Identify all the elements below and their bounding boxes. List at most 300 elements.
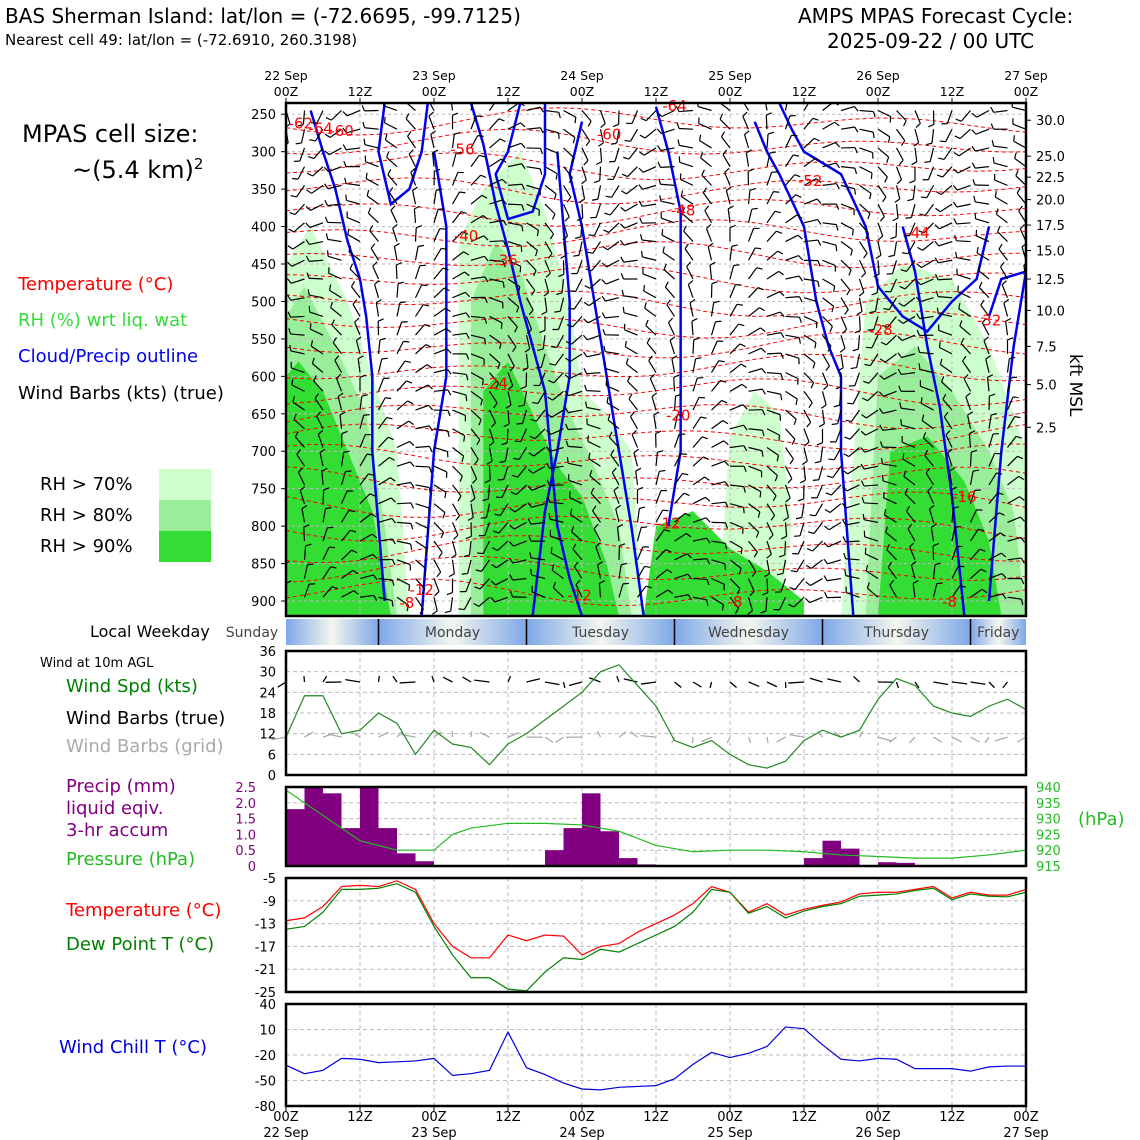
wind-barb-flag: [364, 415, 370, 416]
wind-barb-flag: [724, 441, 729, 445]
wind-barb: [692, 321, 693, 335]
kft-tick-label: 17.5: [1036, 219, 1065, 235]
wind-barb: [1026, 541, 1040, 542]
wind-barb-flag: [814, 138, 819, 141]
wind-tick-label: 6: [267, 748, 276, 764]
wind-barb-flag: [845, 437, 851, 439]
wind-barb: [1026, 501, 1040, 503]
wind-barb: [527, 128, 541, 129]
wind-barb-grid: [379, 732, 389, 737]
wind-barb-flag: [639, 168, 643, 172]
wind-barb-flag: [272, 401, 273, 407]
precip-label-2: liquid eqiv.: [66, 798, 164, 819]
wind-barb-flag: [732, 245, 738, 246]
wind-barb-true: [971, 682, 986, 684]
time-hour-bottom: 00Z: [1013, 1110, 1039, 1125]
wind-barb: [650, 379, 656, 392]
wind-barb: [376, 303, 378, 317]
wind-barb: [786, 297, 800, 298]
wind-barb: [582, 110, 591, 121]
wind-barb-flag: [744, 507, 745, 513]
wind-barb: [897, 110, 907, 120]
wind-barb-flag: [780, 292, 784, 296]
wind-barb: [416, 228, 417, 242]
wind-barb-flag: [935, 241, 939, 246]
wind-barb: [786, 155, 794, 167]
wind-barb-flag: [531, 569, 532, 575]
wind-barb-grid: [767, 737, 768, 743]
wind-barb: [416, 405, 429, 410]
wind-barb: [379, 359, 382, 373]
precip-bar: [841, 849, 860, 866]
wind-barb: [923, 242, 934, 251]
wind-barb-flag: [461, 212, 467, 214]
wind-barb-flag: [793, 155, 799, 156]
wind-barbs-grid-label: Wind Barbs (grid): [66, 736, 224, 757]
wind-barb: [375, 284, 379, 297]
wind-barb-flag: [800, 480, 805, 483]
wind-barb-flag: [798, 499, 804, 501]
wind-barb-flag: [388, 169, 391, 174]
wind-barb-flag: [742, 384, 747, 388]
wind-barb-flag: [460, 192, 466, 193]
wind-barb-flag: [631, 412, 635, 417]
kft-tick-label: 25.0: [1036, 150, 1065, 166]
wind-barb-flag: [622, 290, 623, 296]
wind-barb: [841, 260, 851, 270]
wind-barb-flag: [292, 379, 293, 385]
wind-barb-flag: [678, 139, 679, 145]
wind-barb-flag: [307, 173, 312, 176]
wind-barb-true: [569, 682, 582, 686]
wind-barb: [644, 291, 656, 298]
wind-barb: [600, 167, 601, 181]
wind-barb-true: [624, 679, 638, 682]
wind-barb-flag: [725, 168, 729, 172]
wind-barb: [700, 141, 712, 148]
wind-barb-true: [323, 676, 327, 682]
temperature-contour-label: -12: [409, 581, 434, 600]
wind-barb-flag: [840, 349, 845, 353]
wind-barb-flag: [835, 122, 840, 126]
wind-barb: [841, 279, 850, 290]
wind-barb-true: [827, 679, 841, 682]
wind-barb: [679, 128, 693, 129]
wind-barb: [625, 223, 638, 228]
precip-bar: [360, 787, 379, 866]
wind-barb: [642, 257, 656, 260]
wind-barb: [626, 185, 637, 194]
wind-barb: [642, 240, 656, 241]
wind-barb-flag: [1015, 153, 1017, 159]
temperature-contour-label: -8: [942, 593, 958, 612]
wind-barb-flag: [722, 400, 727, 403]
wind-barb: [298, 167, 304, 179]
wind-barb: [841, 298, 848, 310]
wind-barb: [786, 276, 800, 279]
wind-barb: [661, 167, 675, 168]
wind-barb: [814, 522, 823, 533]
wind-barb: [564, 185, 571, 197]
wind-barb: [508, 204, 522, 205]
wind-barb-flag: [937, 175, 943, 177]
pressure-tick-label: 550: [251, 332, 276, 348]
wind-barb: [1026, 560, 1040, 563]
wind-barb: [625, 330, 638, 335]
wind-barb: [397, 322, 402, 335]
wind-barb-flag: [427, 365, 432, 368]
wind-barb: [730, 384, 742, 391]
wind-barb-true: [897, 682, 899, 688]
wind-barb-flag: [621, 191, 626, 194]
pressure-tick-label: 400: [251, 220, 276, 236]
wind-barb: [857, 354, 860, 368]
wind-barb-flag: [454, 133, 460, 134]
wind-barb-flag: [759, 308, 764, 311]
wind-barb: [823, 391, 827, 405]
wind-barb: [304, 527, 305, 541]
wind-barb: [453, 212, 462, 223]
wind-barb-flag: [625, 341, 626, 347]
wind-barb-true: [749, 682, 760, 686]
kft-tick-label: 10.0: [1036, 304, 1065, 320]
precip-tick-label: 1.0: [235, 828, 256, 844]
time-date-bottom: 27 Sep: [1003, 1126, 1049, 1140]
wind-barb-flag: [834, 286, 835, 292]
wind-barb-flag: [556, 174, 557, 180]
wind-barb: [434, 328, 446, 335]
wind-barb: [1026, 579, 1039, 584]
wind-barb-flag: [658, 145, 661, 150]
wind-barb-flag: [663, 247, 664, 253]
wind-barb: [823, 242, 837, 246]
wind-barb-flag: [813, 480, 819, 481]
temperature-contour-label: -64: [308, 119, 333, 138]
wind-barb: [416, 385, 428, 391]
wind-barb: [632, 435, 637, 448]
wind-barb: [679, 145, 693, 148]
precip-label-3: 3-hr accum: [66, 820, 169, 841]
wind-barb: [397, 441, 410, 447]
wind-barb: [767, 391, 781, 394]
pressure-unit-label: (hPa): [1078, 809, 1125, 830]
wind-barb-flag: [1040, 522, 1042, 528]
wind-barb: [864, 503, 878, 504]
wind-barb-flag: [551, 347, 557, 348]
wind-barb-flag: [623, 157, 629, 159]
wind-barb-grid: [789, 735, 804, 737]
wind-barb: [601, 148, 602, 162]
wind-barb-grid: [995, 737, 1008, 741]
wind-barb-flag: [745, 131, 750, 135]
wind-barb: [453, 560, 455, 574]
wind-barb: [746, 153, 748, 167]
wind-barb-flag: [429, 467, 431, 473]
wind-barb: [397, 381, 406, 391]
wind-barb: [631, 417, 638, 429]
wind-barb: [605, 316, 619, 317]
wind-barb-flag: [645, 566, 651, 567]
temperature-contour-label: -52: [797, 172, 823, 191]
wind-barb-flag: [794, 419, 796, 425]
wind-barb: [749, 209, 752, 223]
time-hour-bottom: 12Z: [643, 1110, 669, 1125]
wind-barb-flag: [411, 482, 414, 487]
wind-barb-flag: [659, 179, 661, 185]
legend-rh: RH (%) wrt liq. wat: [18, 310, 188, 331]
legend-wind-barbs: Wind Barbs (kts) (true): [18, 383, 224, 404]
wind-barb-flag: [871, 173, 872, 179]
wind-barb-flag: [972, 163, 975, 168]
pressure-tick-label: 920: [1036, 844, 1061, 860]
wind-barb-flag: [807, 422, 811, 427]
wind-barb: [275, 458, 286, 466]
wind-barb-flag: [762, 389, 765, 394]
wind-barb-flag: [559, 112, 560, 118]
wind-barb-flag: [781, 394, 782, 400]
wind-barb: [687, 267, 693, 279]
wind-barb: [1004, 303, 1008, 317]
wind-barb-flag: [453, 113, 459, 115]
wind-barb: [706, 228, 711, 241]
wind-barb: [625, 204, 637, 211]
wind-barb: [940, 204, 952, 212]
wind-barb: [416, 365, 428, 373]
wind-barb-flag: [919, 363, 920, 369]
time-hour-bottom: 00Z: [569, 1110, 595, 1125]
wind-barb-flag: [826, 493, 832, 495]
wind-barb-flag: [826, 366, 830, 371]
pressure-label: Pressure (hPa): [66, 849, 196, 870]
wind-barb-flag: [279, 506, 283, 511]
wind-barb-true: [989, 682, 994, 688]
wind-barb-flag: [1040, 543, 1042, 549]
wind-barb-flag: [462, 573, 468, 574]
wind-barb-flag: [770, 152, 776, 153]
wind-barb: [708, 247, 711, 261]
wind-barb-flag: [792, 439, 795, 444]
wind-barb-flag: [621, 273, 623, 279]
wind-barb-flag: [500, 139, 505, 142]
precip-tick-label: 0.5: [235, 844, 256, 860]
wind-barb: [894, 242, 896, 256]
wind-barb-flag: [725, 461, 729, 465]
wind-barb-flag: [371, 244, 375, 249]
wind-barb: [582, 204, 583, 218]
wind-barb: [605, 298, 619, 301]
wind-barb-flag: [847, 403, 853, 404]
wind-barb: [957, 204, 971, 207]
cell-size-label: MPAS cell size:: [22, 120, 199, 148]
wind-barb-flag: [799, 338, 800, 344]
wind-barb-flag: [667, 300, 671, 305]
wind-barb: [453, 172, 458, 185]
wind-barb-flag: [998, 226, 1000, 231]
wind-barb-flag: [825, 509, 830, 512]
wind-barb: [860, 260, 866, 273]
wind-barb-true: [1003, 682, 1008, 688]
wind-barb: [841, 316, 847, 329]
wind-barb-flag: [832, 306, 834, 312]
time-hour-top: 12Z: [939, 84, 965, 99]
time-hour-top: 00Z: [273, 84, 299, 99]
wind-barb-flag: [885, 177, 888, 182]
time-date-top: 23 Sep: [412, 68, 456, 83]
wind-barb-flag: [343, 112, 347, 116]
wind-barb-flag: [781, 333, 784, 338]
wind-barb: [961, 110, 970, 121]
wind-barb-flag: [485, 338, 486, 344]
wind-barb: [878, 204, 884, 216]
wind-barb-flag: [796, 195, 801, 198]
wind-barb: [941, 185, 952, 194]
temp-tick-label: -5: [263, 872, 276, 887]
wind-barb-flag: [1029, 321, 1035, 322]
wind-barb-flag: [818, 220, 821, 225]
wind-barb-flag: [296, 143, 302, 144]
legend-temperature: Temperature (°C): [18, 274, 174, 295]
wind-barb: [416, 504, 429, 508]
wind-barb-flag: [809, 403, 812, 408]
wind-barb-flag: [466, 395, 467, 401]
wind-barb-flag: [702, 437, 708, 439]
wind-barb: [642, 204, 656, 206]
wind-barb: [932, 129, 933, 143]
wind-barb-flag: [917, 264, 922, 268]
wind-barb-flag: [834, 405, 840, 407]
wind-barb: [564, 148, 574, 158]
wind-barb-flag: [279, 181, 285, 183]
time-date-top: 25 Sep: [708, 68, 752, 83]
wind-barb-flag: [813, 363, 815, 369]
wind-barb-flag: [289, 229, 294, 232]
time-hour-bottom: 00Z: [421, 1110, 447, 1125]
wind-barb: [749, 328, 761, 335]
wind-barb-flag: [799, 317, 801, 323]
wind-barb-flag: [827, 476, 833, 478]
wind-barb-flag: [385, 134, 386, 140]
wind-barb-flag: [385, 117, 386, 123]
wind-barb-flag: [409, 421, 414, 425]
wind-barb-flag: [810, 515, 816, 516]
wind-barb-flag: [974, 196, 975, 202]
time-date-bottom: 24 Sep: [559, 1126, 605, 1140]
wind-barb-flag: [429, 426, 432, 431]
wind-barb: [705, 211, 712, 223]
pressure-tick-label: 500: [251, 295, 276, 311]
wind-barb: [804, 466, 805, 480]
wind-barb-grid: [619, 732, 626, 737]
wind-barb: [957, 241, 971, 242]
wind-barb-flag: [789, 588, 795, 590]
wind-barb: [693, 579, 707, 580]
wind-barb-flag: [416, 226, 422, 228]
wind-barb-flag: [642, 251, 643, 257]
wind-barb-flag: [447, 349, 451, 353]
wind-barb-flag: [842, 329, 846, 333]
wind-barb-true: [443, 677, 452, 682]
wind-barb: [576, 279, 582, 291]
precip-label: Precip (mm): [66, 776, 176, 797]
wind-barb: [1026, 461, 1039, 467]
temperature-contour-label: -32: [976, 311, 1002, 330]
wind-barb: [743, 116, 749, 129]
wind-barb-true: [393, 676, 397, 682]
wind-barb: [277, 493, 286, 504]
wind-barb: [830, 504, 841, 513]
wind-barb-flag: [274, 435, 275, 441]
wind-barb: [741, 99, 748, 111]
wind-barb-true: [400, 682, 416, 683]
wind-barb: [804, 410, 811, 422]
time-date-bottom: 22 Sep: [263, 1126, 309, 1140]
wind-barb: [645, 308, 656, 316]
wind-barb-flag: [752, 208, 758, 209]
wind-barb: [365, 145, 379, 148]
wind-barb: [582, 185, 585, 199]
wind-barb-flag: [836, 245, 837, 251]
wind-barb: [786, 215, 798, 223]
wind-barb: [703, 193, 711, 204]
wind-barb-flag: [859, 292, 864, 296]
wind-barb: [587, 354, 601, 357]
weekday-band: [286, 619, 379, 645]
wind-barb: [272, 390, 286, 391]
wind-barb: [346, 200, 360, 204]
wind-barb: [860, 110, 874, 111]
wind-barb: [347, 110, 360, 115]
wind-barb: [434, 579, 439, 592]
wind-barb-flag: [796, 399, 797, 405]
time-hour-top: 00Z: [865, 84, 891, 99]
wind-barb: [294, 223, 305, 232]
wind-barb: [877, 279, 878, 293]
wind-barb-flag: [665, 282, 668, 287]
wind-barb: [817, 485, 822, 498]
wind-barb-grid: [641, 736, 656, 737]
wind-barb: [939, 223, 952, 229]
wind-barb: [823, 410, 825, 424]
wind-barb-grid: [971, 737, 980, 742]
precip-bar: [286, 809, 305, 866]
wind-barb: [662, 235, 674, 241]
wind-barb-flag: [418, 245, 424, 246]
wind-barb: [767, 579, 768, 593]
wind-barb-flag: [685, 244, 688, 249]
wind-barb-flag: [835, 143, 839, 147]
wind-barb-flag: [855, 127, 858, 132]
wind-barb-flag: [768, 132, 774, 134]
wind-barb: [684, 231, 693, 241]
wind-barb-flag: [387, 152, 389, 158]
wind-barb: [702, 175, 712, 185]
wind-barb: [634, 453, 638, 467]
wind-barb: [841, 335, 845, 348]
wind-barb-flag: [991, 107, 994, 112]
wind-barb: [582, 129, 590, 141]
wind-barb-grid: [305, 732, 314, 737]
wind-barb-flag: [410, 462, 414, 467]
wind-barb-flag: [799, 297, 802, 302]
wind-barb: [275, 279, 286, 288]
wind-barb-flag: [992, 140, 993, 146]
wind-barb: [434, 248, 441, 260]
wind-barb-flag: [310, 140, 316, 141]
kft-tick-label: 7.5: [1036, 340, 1057, 356]
wind-barb: [668, 323, 674, 336]
wind-barb-flag: [620, 224, 624, 228]
wind-barb: [795, 579, 804, 590]
